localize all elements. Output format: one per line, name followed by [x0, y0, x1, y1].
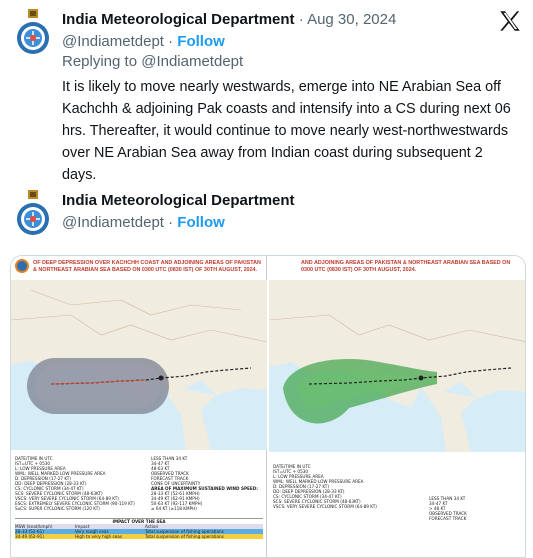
legend-line: AREA OF MAXIMUM SUSTAINED WIND SPEED:: [151, 486, 258, 491]
tweet2-header: [62, 191, 295, 211]
legend-line: OBSERVED TRACK: [429, 511, 467, 516]
impact-header: IMPACT OVER THE SEA: [112, 519, 166, 524]
impact-table: [15, 518, 263, 539]
legend-line: LESS THAN 34 KT: [429, 496, 466, 501]
follow-button[interactable]: Follow: [177, 33, 225, 50]
impact-cell: 34-49 (62-91): [15, 534, 44, 539]
legend-line: DATE/TIME IN UTC: [273, 464, 311, 469]
legend-line: CONE OF UNCERTAINTY: [151, 481, 201, 486]
impact-row: [15, 534, 263, 539]
legend-line: FORECAST TRACK: [429, 516, 467, 521]
legend-line: ≥ 64 KT (≥118 KMPH): [151, 506, 197, 511]
tweet-media[interactable]: [10, 255, 526, 558]
dot-separator: ·: [168, 33, 174, 50]
legend-line: 50-63 KT (92-117 KMPH): [151, 501, 203, 506]
legend-line: FORECAST TRACK: [151, 476, 189, 481]
impact-col: MSW (knot/kmph): [15, 524, 53, 529]
imd-logo-icon: [15, 259, 29, 273]
impact-cell: 28-33 (52-61): [15, 529, 44, 534]
map-graphic: [11, 280, 267, 450]
author-name[interactable]: India Meteorological Department: [62, 192, 295, 209]
legend-line: 34-47 KT: [429, 501, 448, 506]
map-graphic: [269, 280, 526, 452]
legend-line: OBSERVED TRACK: [151, 471, 189, 476]
imd-emblem-icon: [14, 189, 52, 239]
map-symbol-legend: [429, 496, 523, 521]
legend-line: WML: WELL MARKED LOW PRESSURE AREA: [273, 479, 364, 484]
tweet-1: [0, 0, 533, 185]
map-legend: [15, 456, 145, 511]
legend-line: DD: DEEP DEPRESSION (28-33 KT): [15, 481, 87, 486]
imd-emblem-icon: [14, 8, 52, 58]
legend-line: WML: WELL MARKED LOW PRESSURE AREA: [15, 471, 106, 476]
reply-context: [62, 52, 243, 72]
legend-line: 28-33 KT (52-61 KMPH): [151, 491, 200, 496]
tweet1-header: [62, 10, 396, 30]
legend-line: L: LOW PRESSURE AREA: [273, 474, 324, 479]
map-symbol-legend: [151, 456, 263, 511]
reply-handle[interactable]: @Indiametdept: [141, 53, 244, 70]
imd-avatar[interactable]: [14, 8, 52, 58]
impact-col: Impact: [75, 524, 90, 529]
map-title: OF DEEP DEPRESSION OVER KACHCHH COAST AND ADJOINING AREAS OF PAKISTAN & NORTHEAST ARABIAN SEA BASED ON 0300 UTC (0830 IST) OF 30TH AUGUST, 2024.: [33, 260, 261, 273]
map-legend: [273, 464, 413, 509]
author-handle[interactable]: @Indiametdept: [62, 214, 164, 231]
tweet-date[interactable]: Aug 30, 2024: [307, 11, 397, 28]
legend-line: L: LOW PRESSURE AREA: [15, 466, 66, 471]
legend-line: 34-47 KT: [151, 461, 170, 466]
forecast-map-wind[interactable]: [269, 256, 526, 558]
impact-cell: Very rough seas: [75, 529, 109, 534]
impact-cell: Total suspension of fishing operations: [145, 529, 224, 534]
legend-line: LESS THAN 34 KT: [151, 456, 188, 461]
map-title: AND ADJOINING AREAS OF PAKISTAN & NORTHEAST ARABIAN SEA BASED ON 0300 UTC (0830 IST) OF 30TH AUGUST, 2024.: [301, 260, 511, 273]
legend-line: CS: CYCLONIC STORM (34-47 KT): [15, 486, 84, 491]
legend-line: DD: DEEP DEPRESSION (28-33 KT): [273, 489, 345, 494]
forecast-map-cone[interactable]: [11, 256, 267, 558]
author-handle[interactable]: @Indiametdept: [62, 33, 164, 50]
tweet2-handle-row: [62, 213, 225, 233]
legend-line: D: DEPRESSION (17-27 KT): [15, 476, 71, 481]
impact-cell: High to very high seas: [75, 534, 123, 539]
legend-line: SCS: SEVERE CYCLONIC STORM (48-63KT): [15, 491, 103, 496]
impact-cell: Total suspension of fishing operations: [145, 534, 224, 539]
legend-line: VSCS: VERY SEVERE CYCLONIC STORM (64-89 KT): [273, 504, 377, 509]
legend-line: CS: CYCLONIC STORM (34-47 KT): [273, 494, 342, 499]
legend-line: > 48 KT: [429, 506, 446, 511]
imd-avatar[interactable]: [14, 189, 52, 239]
legend-line: SuCS: SUPER CYCLONIC STORM (120 KT): [15, 506, 100, 511]
legend-line: IST=UTC + 0530: [15, 461, 51, 466]
legend-line: 48-63 KT: [151, 466, 170, 471]
x-logo-icon[interactable]: [497, 8, 523, 34]
legend-line: DATE/TIME IN UTC: [15, 456, 53, 461]
legend-line: D: DEPRESSION (17-27 KT): [273, 484, 329, 489]
tweet1-handle-row: [62, 32, 225, 52]
author-name[interactable]: India Meteorological Department: [62, 11, 295, 28]
impact-col: Action: [145, 524, 159, 529]
reply-prefix: Replying to: [62, 53, 138, 70]
legend-line: ESCS: EXTREMELY SEVERE CYCLONIC STORM (90-119 KT): [15, 501, 135, 506]
dot-separator: ·: [168, 214, 174, 231]
legend-line: 34-49 KT (62-91 KMPH): [151, 496, 200, 501]
legend-line: SCS: SEVERE CYCLONIC STORM (48-63KT): [273, 499, 361, 504]
legend-line: IST=UTC + 0530: [273, 469, 309, 474]
tweet-text: It is likely to move nearly westwards, emerge into NE Arabian Sea off Kachchh & adjoining Pak coasts and intensify into a CS during next 06 hrs. Thereafter, it would continue to move nearly west-northwestwards over NE Arabian Sea away from Indian coast during subsequent 2 days.: [62, 79, 511, 183]
follow-button[interactable]: Follow: [177, 214, 225, 231]
dot-separator: ·: [298, 11, 304, 28]
legend-line: VSCS: VERY SEVERE CYCLONIC STORM (64-89 KT): [15, 496, 119, 501]
